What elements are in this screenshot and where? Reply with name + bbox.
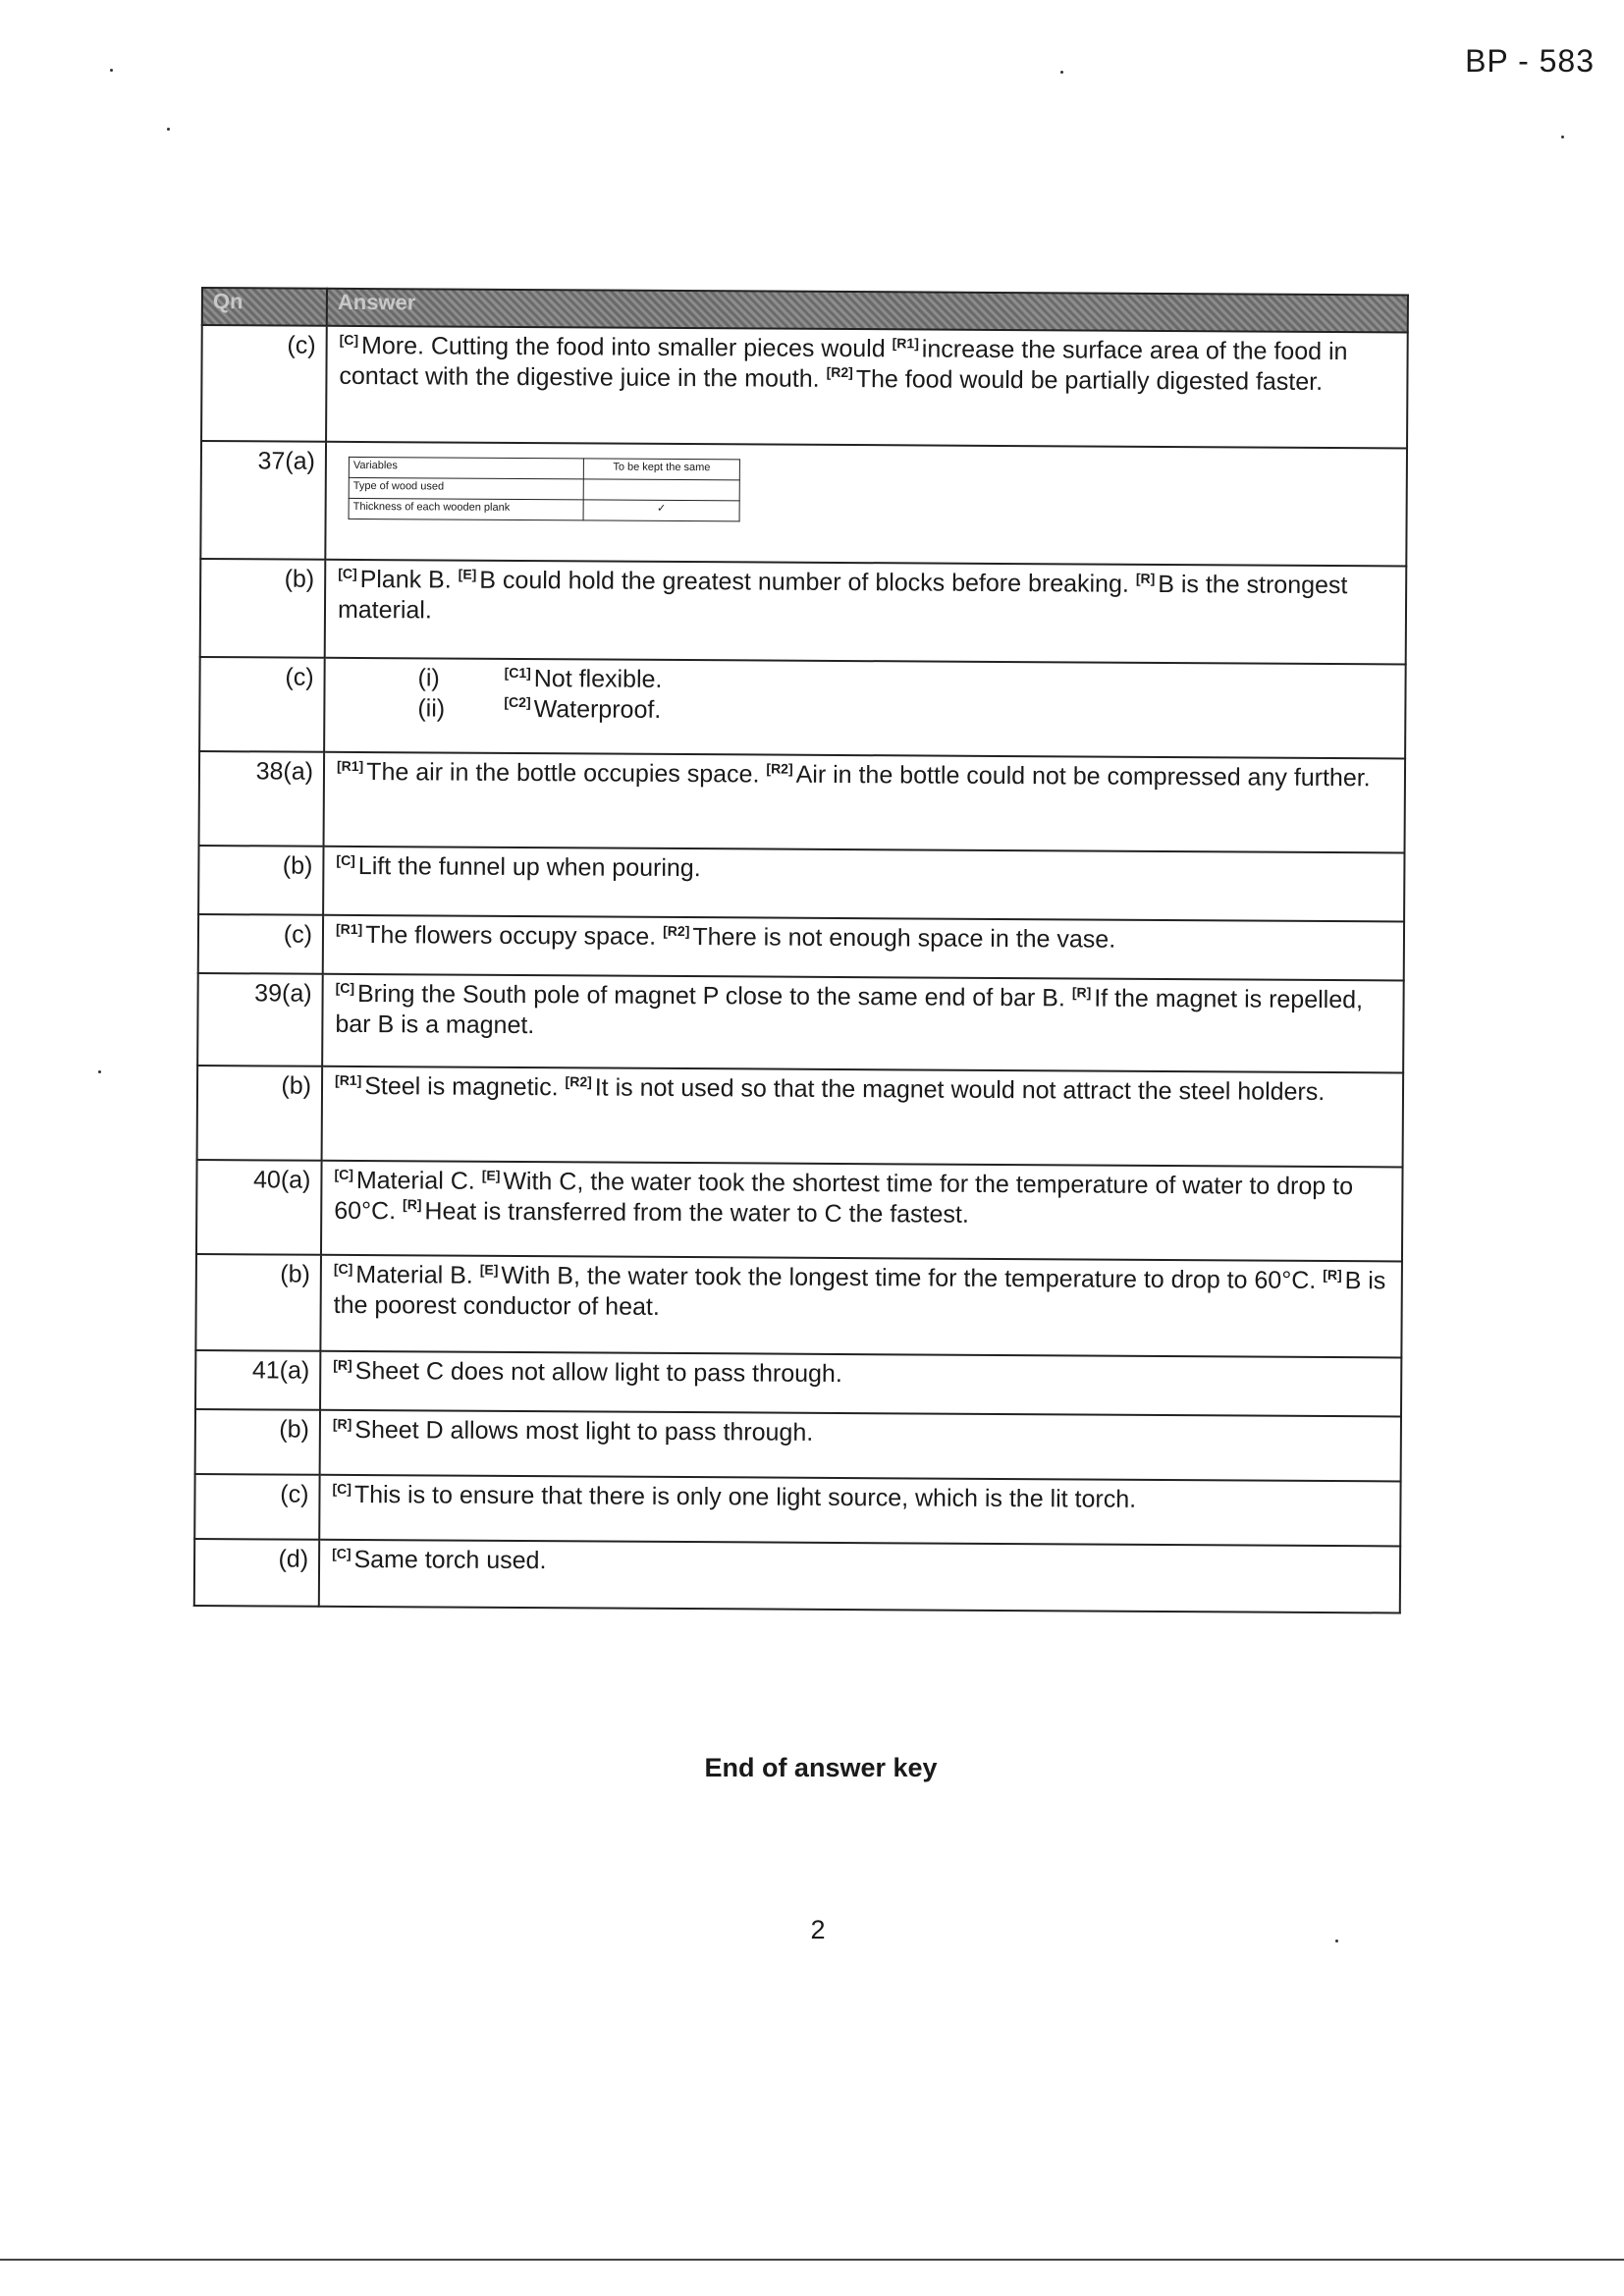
answer-cell	[324, 658, 1406, 759]
scan-speck	[110, 69, 113, 72]
marking-tag: [R2]	[565, 1072, 592, 1090]
answer-text: More. Cutting the food into smaller pieces would	[360, 331, 886, 363]
answer-key-table	[193, 287, 1409, 1613]
marking-tag: [E]	[479, 1261, 499, 1278]
answer-text: This is to ensure that there is only one light source, which is the lit torch.	[353, 1480, 1137, 1513]
variables-header: Variables	[349, 457, 583, 478]
question-number: (c)	[194, 1474, 319, 1540]
variables-header-row	[349, 457, 739, 479]
marking-tag: [C]	[334, 1166, 353, 1182]
question-number: (d)	[194, 1539, 319, 1607]
answer-text: Sheet C does not allow light to pass through.	[354, 1356, 842, 1389]
header-question: Qn	[202, 288, 327, 326]
marking-tag: [E]	[458, 566, 477, 582]
marking-tag: [R]	[403, 1196, 422, 1213]
marking-tag: [R2]	[826, 364, 853, 381]
answer-cell	[324, 752, 1406, 853]
sub-number: (ii)	[417, 693, 446, 723]
variable-name: Thickness of each wooden plank	[349, 498, 583, 519]
answer-text: B is the strongest material.	[337, 570, 1348, 624]
marking-tag: [R2]	[766, 760, 793, 777]
question-number: (b)	[200, 559, 326, 658]
table-row	[197, 973, 1404, 1072]
answer-cell	[322, 1066, 1404, 1168]
answer-cell	[320, 1255, 1402, 1358]
table-row	[196, 1160, 1403, 1261]
answer-text: With C, the water took the shortest time for the temperature of water to drop to 60°C.	[334, 1167, 1354, 1225]
answer-text: Plank B.	[359, 565, 452, 594]
answer-text: Air in the bottle could not be compressed any further.	[795, 760, 1371, 793]
variables-table	[349, 457, 740, 521]
kept-same-mark	[583, 479, 739, 501]
question-number: 40(a)	[196, 1160, 322, 1255]
answer-text: It is not used so that the magnet would not attract the steel holders.	[594, 1073, 1326, 1107]
table-row	[195, 1409, 1401, 1482]
answer-cell	[319, 1540, 1400, 1613]
question-number: (c)	[199, 657, 325, 752]
answer-text: Heat is transferred from the water to C the fastest.	[424, 1196, 969, 1229]
answer-cell	[320, 1410, 1401, 1482]
answer-cell	[323, 915, 1404, 981]
marking-tag: [R]	[1071, 984, 1092, 1001]
header-answer: Answer	[327, 289, 1408, 333]
end-of-answer-key: End of answer key	[704, 1753, 938, 1782]
answer-text: If the magnet is repelled, bar B is a magnet.	[335, 984, 1364, 1039]
answer-text: Material C.	[355, 1166, 475, 1195]
variable-name: Type of wood used	[349, 477, 583, 499]
kept-same-header: To be kept the same	[583, 459, 739, 480]
answer-text: increase the surface area of the food in contact with the digestive juice in the mouth.	[339, 335, 1348, 393]
answer-text: Same torch used.	[353, 1545, 547, 1575]
marking-tag: [R]	[332, 1415, 352, 1432]
marking-tag: [R1]	[335, 1071, 362, 1088]
question-number: 37(a)	[200, 441, 326, 560]
table-row	[199, 657, 1406, 758]
answer-text: Material B.	[355, 1260, 473, 1289]
marking-tag: [C]	[332, 1480, 352, 1497]
question-number: 38(a)	[199, 751, 325, 847]
variables-row	[349, 498, 739, 520]
answer-cell	[323, 847, 1404, 922]
marking-tag: [C]	[339, 331, 359, 348]
marking-tag: [C]	[332, 1545, 352, 1561]
answer-text: The flowers occupy space.	[365, 921, 657, 951]
answer-cell	[325, 442, 1407, 567]
scan-speck	[1561, 136, 1564, 138]
table-row	[197, 1066, 1404, 1167]
answer-text: B is the poorest conductor of heat.	[333, 1267, 1386, 1321]
table-row	[195, 1350, 1401, 1417]
marking-tag: [R1]	[892, 334, 919, 352]
question-number: (b)	[197, 1066, 323, 1161]
page-number: 2	[810, 1915, 826, 1944]
table-row	[198, 914, 1404, 981]
scan-speck	[167, 128, 170, 131]
sub-answer	[337, 692, 1394, 729]
question-number: (b)	[198, 846, 323, 915]
question-number: (c)	[198, 914, 323, 974]
table-row	[199, 751, 1406, 852]
marking-tag: [C]	[338, 565, 357, 581]
answer-text: The air in the bottle occupies space.	[366, 758, 760, 789]
marking-tag: [R]	[333, 1356, 352, 1373]
sub-number: (i)	[417, 664, 440, 692]
table-row	[200, 441, 1407, 566]
page-code: BP - 583	[1465, 43, 1595, 79]
answer-text: With B, the water took the longest time for the temperature to drop to 60°C.	[501, 1261, 1317, 1294]
answer-text: Steel is magnetic.	[364, 1072, 559, 1102]
bottom-rule	[0, 2259, 1624, 2261]
marking-tag: [C]	[333, 1260, 353, 1277]
variables-row	[349, 477, 739, 500]
marking-tag: [R1]	[336, 757, 364, 774]
answer-text: The food would be partially digested faster.	[855, 364, 1324, 396]
answer-text: Waterproof.	[533, 694, 662, 724]
table-row	[200, 559, 1407, 664]
question-number: 39(a)	[197, 973, 323, 1066]
answer-cell	[319, 1475, 1400, 1547]
marking-tag: [R]	[1135, 570, 1156, 586]
table-row	[198, 846, 1404, 922]
marking-tag: [C1]	[504, 664, 531, 681]
answer-cell	[321, 1161, 1403, 1262]
question-number: (b)	[195, 1254, 321, 1351]
answer-cell	[320, 1351, 1401, 1417]
table-row	[195, 1254, 1402, 1357]
table-row	[201, 325, 1408, 448]
marking-tag: [C]	[335, 979, 355, 996]
marking-tag: [R2]	[663, 922, 690, 939]
answer-text: Lift the funnel up when pouring.	[357, 851, 701, 883]
marking-tag: [C]	[336, 851, 355, 868]
answer-cell	[322, 974, 1404, 1073]
answer-text: There is not enough space in the vase.	[692, 923, 1116, 954]
marking-tag: [E]	[481, 1167, 501, 1183]
table-row	[194, 1539, 1400, 1613]
scan-speck	[98, 1070, 101, 1073]
answer-cell	[326, 326, 1408, 449]
answer-text: Bring the South pole of magnet P close to the same end of bar B.	[356, 979, 1065, 1012]
marking-tag: [R]	[1323, 1266, 1342, 1283]
question-number: 41(a)	[195, 1350, 320, 1410]
answer-text: B could hold the greatest number of blocks before breaking.	[479, 566, 1129, 598]
kept-same-mark: ✓	[583, 500, 739, 521]
answer-cell	[325, 560, 1407, 665]
marking-tag: [R1]	[335, 920, 363, 937]
marking-tag: [C2]	[504, 694, 531, 711]
answer-text: Sheet D allows most light to pass through.	[354, 1415, 814, 1447]
table-row	[194, 1474, 1400, 1547]
question-number: (b)	[195, 1409, 320, 1475]
question-number: (c)	[201, 325, 327, 442]
scan-speck	[1060, 71, 1063, 74]
answer-text: Not flexible.	[533, 665, 663, 693]
